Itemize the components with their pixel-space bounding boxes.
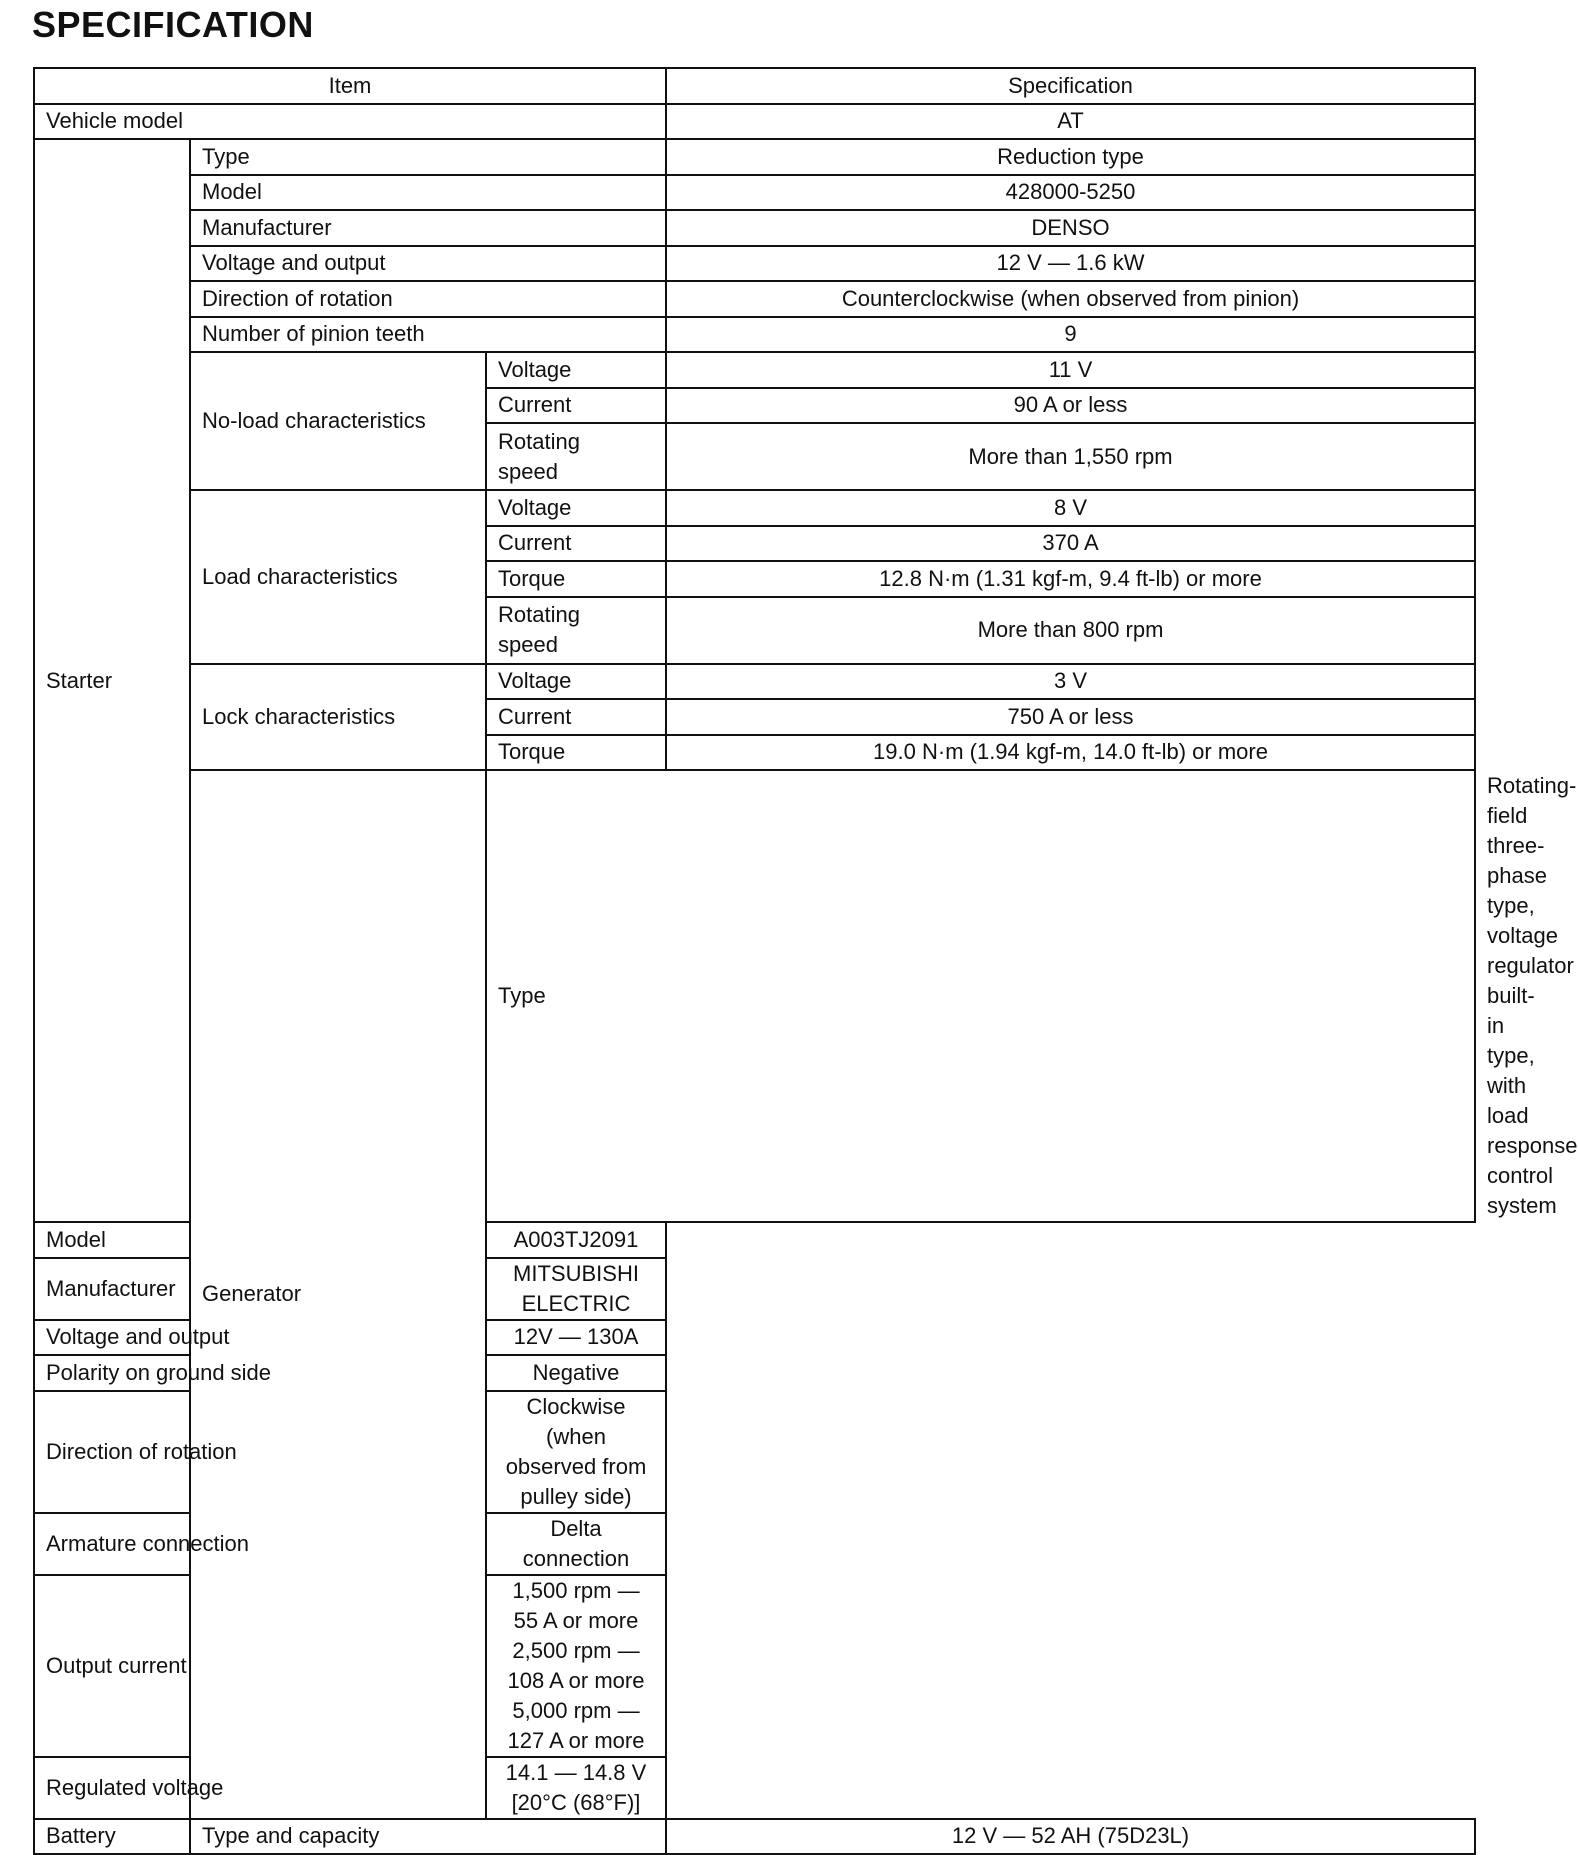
no-load-label: No-load characteristics [190,352,486,490]
header-specification: Specification [666,68,1475,104]
load-current-value: 370 A [666,526,1475,562]
generator-type-label: Type [486,770,1475,1222]
generator-direction-label: Direction of rotation [34,1391,486,1513]
table-row [34,1355,1475,1391]
load-label: Load characteristics [190,490,486,664]
lock-torque-value: 19.0 N·m (1.94 kgf-m, 14.0 ft-lb) or more [666,735,1475,771]
starter-voltage-output-label: Voltage and output [190,246,666,282]
generator-polarity-label: Polarity on ground side [34,1355,486,1391]
no-load-speed-label-line2: speed [498,458,558,484]
table-row [34,1757,1475,1819]
header-item: Item [34,68,666,104]
lock-voltage-value: 3 V [666,664,1475,700]
lock-current-label: Current [486,699,666,735]
no-load-voltage-label: Voltage [486,352,666,388]
load-torque-label: Torque [486,561,666,597]
generator-model-value: A003TJ2091 [486,1222,666,1258]
table-row [34,139,1475,175]
generator-regulated-voltage-value: 14.1 — 14.8 V [20°C (68°F)] [486,1757,666,1819]
load-current-label: Current [486,526,666,562]
starter-type-label: Type [190,139,666,175]
table-row [34,664,1475,700]
table-row [34,1819,1475,1855]
no-load-speed-label-line1: Rotating [498,428,580,454]
generator-regulated-voltage-label: Regulated voltage [34,1757,486,1819]
battery-type-capacity-label: Type and capacity [190,1819,666,1855]
lock-label: Lock characteristics [190,664,486,771]
generator-polarity-value: Negative [486,1355,666,1391]
output-current-line3: 5,000 rpm — 127 A or more [507,1697,645,1753]
lock-current-value: 750 A or less [666,699,1475,735]
table-row: Generator Type Rotating-field three-phase type, voltage regulator built-in type, with load response control system [34,770,1475,1222]
no-load-speed-value: More than 1,550 rpm [666,423,1475,490]
table-row [34,1391,1475,1513]
table-row [34,1513,1475,1575]
table-row [34,352,1475,388]
load-speed-value: More than 800 rpm [666,597,1475,664]
starter-type-value: Reduction type [666,139,1475,175]
vehicle-model-label: Vehicle model [34,104,666,140]
no-load-current-value: 90 A or less [666,388,1475,424]
generator-armature-value: Delta connection [486,1513,666,1575]
specification-table [33,67,1578,1855]
table-row [34,1575,1475,1757]
load-voltage-value: 8 V [666,490,1475,526]
lock-torque-label: Torque [486,735,666,771]
generator-direction-value: Clockwise (when observed from pulley side) [486,1391,666,1513]
generator-voltage-output-label: Voltage and output [34,1320,486,1356]
generator-group-label: Generator [190,770,486,1819]
output-current-line1: 1,500 rpm — 55 A or more [512,1577,640,1633]
table-row [34,490,1475,526]
table-row [34,104,1475,140]
generator-model-label: Model [34,1222,486,1258]
starter-pinion-teeth-label: Number of pinion teeth [190,317,666,353]
page-title: SPECIFICATION [32,4,314,45]
battery-type-capacity-value: 12 V — 52 AH (75D23L) [666,1819,1475,1855]
load-speed-label [486,597,666,664]
starter-direction-value: Counterclockwise (when observed from pinion) [666,281,1475,317]
generator-output-current-label: Output current [34,1575,486,1757]
table-row [34,1222,1475,1258]
starter-direction-label: Direction of rotation [190,281,666,317]
starter-group-label: Starter [34,139,190,1222]
header-row [34,68,1475,104]
table-row [34,175,1475,211]
generator-manufacturer-label: Manufacturer [34,1258,486,1320]
load-voltage-label: Voltage [486,490,666,526]
vehicle-model-value: AT [666,104,1475,140]
table-row [34,210,1475,246]
output-current-line2: 2,500 rpm — 108 A or more [507,1637,645,1693]
table-row [34,317,1475,353]
starter-model-value: 428000-5250 [666,175,1475,211]
no-load-current-label: Current [486,388,666,424]
starter-pinion-teeth-value: 9 [666,317,1475,353]
load-speed-label-line2: speed [498,632,558,657]
no-load-voltage-value: 11 V [666,352,1475,388]
table-row [34,246,1475,282]
load-torque-value: 12.8 N·m (1.31 kgf-m, 9.4 ft-lb) or more [666,561,1475,597]
battery-group-label: Battery [34,1819,190,1855]
generator-armature-label: Armature connection [34,1513,486,1575]
generator-voltage-output-value: 12V — 130A [486,1320,666,1356]
no-load-speed-label [486,423,666,490]
table-row [34,1320,1475,1356]
load-speed-label-line1: Rotating [498,602,580,627]
starter-manufacturer-value: DENSO [666,210,1475,246]
table-row [34,281,1475,317]
generator-manufacturer-value: MITSUBISHI ELECTRIC [486,1258,666,1320]
starter-manufacturer-label: Manufacturer [190,210,666,246]
generator-output-current-value [486,1575,666,1757]
starter-model-label: Model [190,175,666,211]
lock-voltage-label: Voltage [486,664,666,700]
starter-voltage-output-value: 12 V — 1.6 kW [666,246,1475,282]
